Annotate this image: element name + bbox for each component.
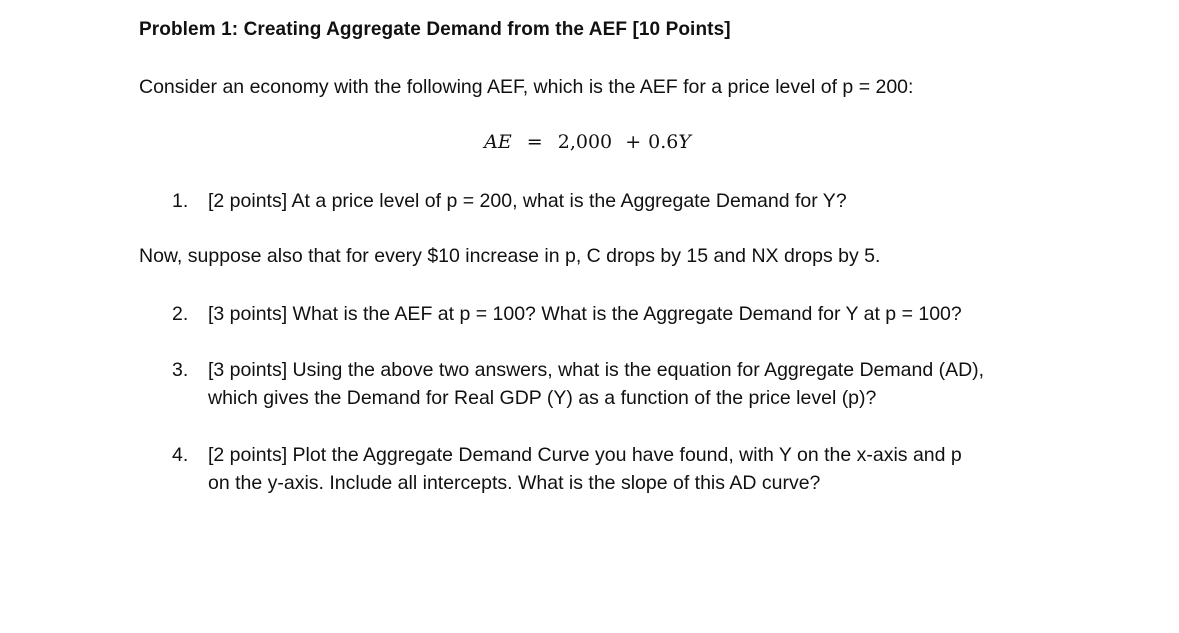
question-number-4: 4. — [172, 444, 189, 466]
question-number-2: 2. — [172, 303, 189, 325]
equation-constant: 2,000 — [557, 131, 613, 153]
equation-plus: + — [625, 131, 642, 153]
aef-equation — [0, 131, 1179, 153]
question-text-4-line-1: [2 points] Plot the Aggregate Demand Curve you have found, with Y on the x-axis and p — [208, 444, 962, 466]
intro-paragraph: Consider an economy with the following AEF, which is the AEF for a price level of p = 200: — [139, 76, 914, 98]
question-text-3-line-1: [3 points] Using the above two answers, what is the equation for Aggregate Demand (AD), — [208, 359, 985, 381]
question-text-2-line-1: [3 points] What is the AEF at p = 100? What is the Aggregate Demand for Y at p = 100? — [208, 303, 962, 325]
question-item-2 — [172, 300, 962, 328]
problem-title: Problem 1: Creating Aggregate Demand from the AEF [10 Points] — [139, 19, 731, 40]
question-text-1-line-1: [2 points] At a price level of p = 200, what is the Aggregate Demand for Y? — [208, 190, 847, 212]
equation-coefficient: 0.6 — [648, 131, 679, 153]
question-number-3: 3. — [172, 359, 189, 381]
question-text-4-line-2: on the y-axis. Include all intercepts. What is the slope of this AD curve? — [208, 472, 821, 494]
question-item-1 — [172, 187, 847, 215]
question-text-3-line-2: which gives the Demand for Real GDP (Y) as a function of the price level (p)? — [208, 387, 877, 409]
question-list-2 — [172, 300, 962, 328]
now-paragraph: Now, suppose also that for every $10 increase in p, C drops by 15 and NX drops by 5. — [139, 245, 881, 267]
question-list-4 — [172, 441, 962, 497]
question-number-1: 1. — [172, 190, 189, 212]
question-list-3 — [172, 356, 984, 412]
equation-equals: = — [526, 131, 543, 153]
equation-variable: Y — [678, 131, 691, 153]
equation-lhs: AE — [484, 131, 512, 153]
question-item-4 — [172, 441, 962, 497]
question-list-1 — [172, 187, 847, 215]
question-item-3 — [172, 356, 984, 412]
